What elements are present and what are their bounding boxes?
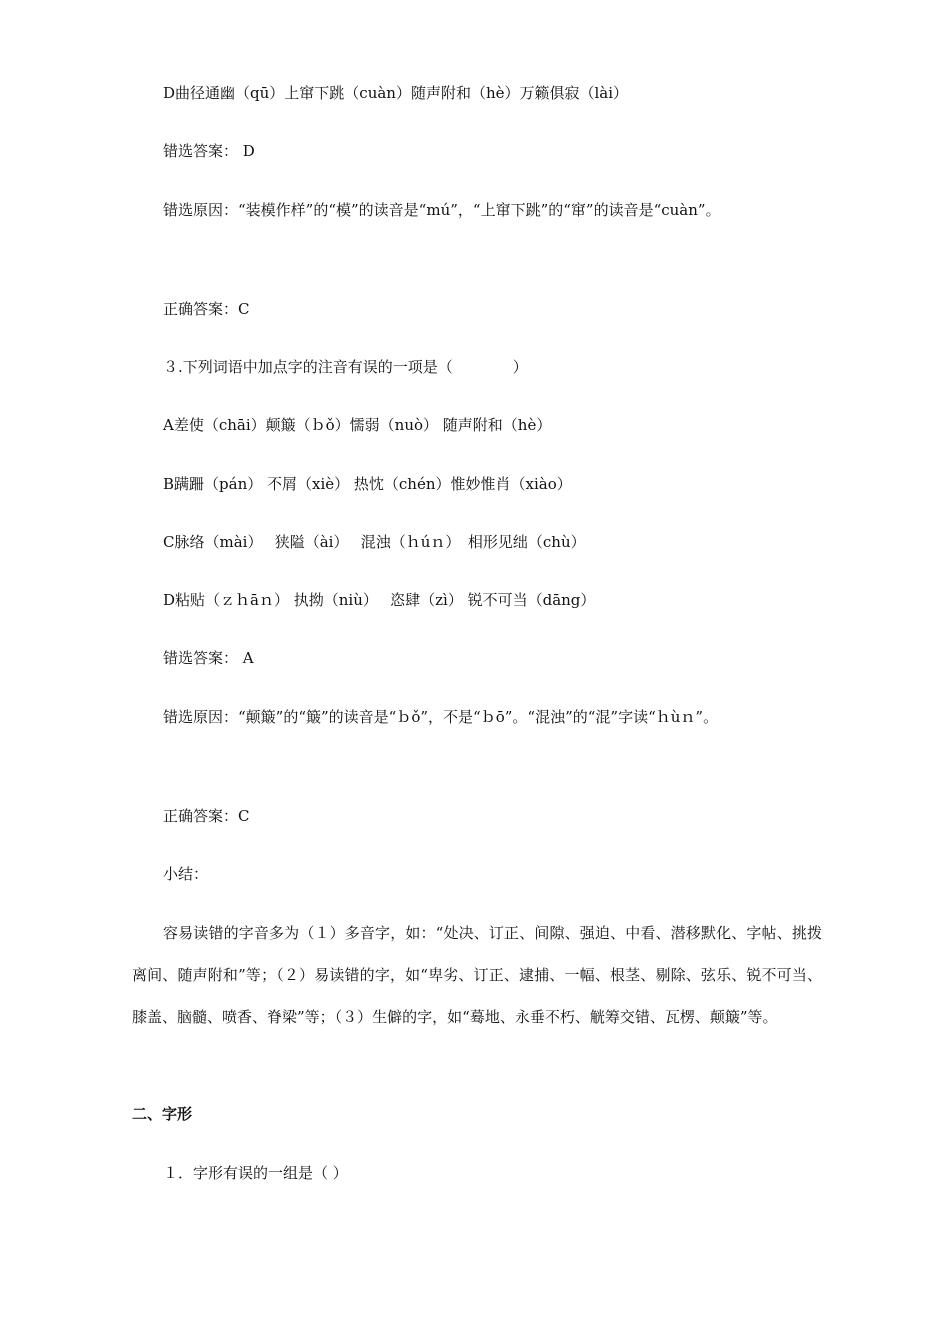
q2-wrong-answer: 错选答案： D	[163, 142, 255, 160]
q3-option-a: A差使（chāi）颠簸（ｂǒ）懦弱（nuò） 随声附和（hè）	[163, 416, 552, 434]
q3-correct-answer: 正确答案：C	[163, 807, 250, 825]
section2-q1: １．字形有误的一组是（ ）	[163, 1164, 348, 1182]
q3-option-b: B蹒跚（pán） 不屑（xiè） 热忱（chén）惟妙惟肖（xiào）	[163, 475, 572, 493]
q2-wrong-reason: 错选原因：“装模作样”的“模”的读音是“mú”，“上窜下跳”的“窜”的读音是“cuàn”。	[163, 201, 721, 219]
q3-wrong-answer: 错选答案： A	[163, 649, 254, 667]
section-heading: 二、字形	[132, 1105, 193, 1123]
q3-option-d: D粘贴（ｚｈāｎ） 执拗（niù） 恣肆（zì） 锐不可当（dāng）	[163, 591, 596, 609]
summary-label: 小结：	[163, 865, 209, 883]
q3-question: ３.下列词语中加点字的注音有误的一项是（ ）	[163, 358, 528, 376]
q3-wrong-reason: 错选原因：“颠簸”的“簸”的读音是“ｂǒ”，不是“ｂō”。“混浊”的“混”字读“ｈùｎ”。	[163, 708, 719, 726]
q2-correct-answer: 正确答案：C	[163, 300, 250, 318]
q3-option-c: C脉络（mài） 狭隘（ài） 混浊（ｈúｎ） 相形见绌（chù）	[163, 533, 586, 551]
q2-option-d: D曲径通幽（qū）上窜下跳（cuàn）随声附和（hè）万籁俱寂（lài）	[163, 84, 629, 102]
summary-text: 容易读错的字音多为（１）多音字，如：“处决、订正、间隙、强迫、中看、潜移默化、字帖、挑拨离间、随声附和”等；（２）易读错的字，如“卑劣、订正、逮捕、一幅、根茎、剔除、弦乐、锐不可当、膝盖、脑髓、喷香、脊梁”等；（３）生僻的字，如“蓦地、永垂不朽、觥筹交错、瓦楞、颠簸”等。	[132, 924, 822, 1026]
